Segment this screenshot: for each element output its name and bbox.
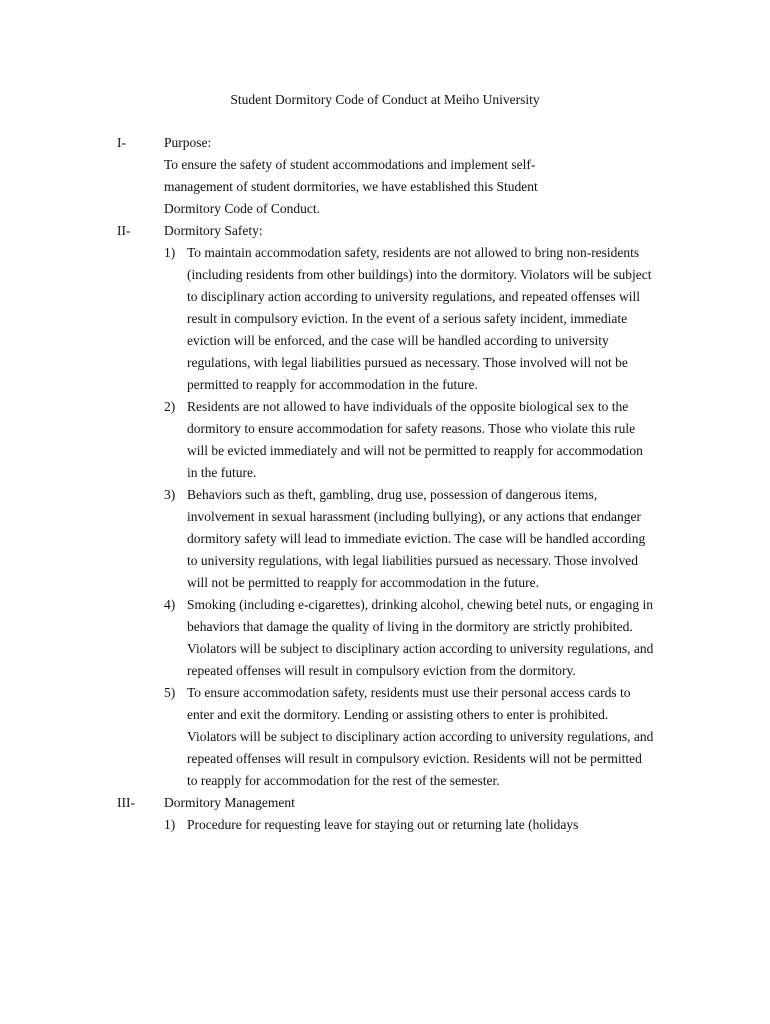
rule-list: [164, 814, 677, 836]
rule-text: Procedure for requesting leave for staying out or returning late (holidays: [187, 817, 579, 832]
rule-text: Behaviors such as theft, gambling, drug use, possession of dangerous items, involvement in sexual harassment (including bullying), or any actions that endanger dormitory safety will lead to immediate eviction. The case will be handled according to university regulations, with legal liabilities pursued as necessary. Those involved will not be permitted to reapply for accommodation in the future.: [187, 487, 646, 590]
section-heading: Purpose:: [164, 135, 212, 150]
rule-item: [164, 484, 677, 594]
section-heading: Dormitory Management: [164, 795, 295, 810]
rule-number: 1): [164, 817, 176, 832]
section-number: I-: [117, 135, 126, 150]
document-title: Student Dormitory Code of Conduct at Meiho University: [230, 92, 540, 107]
section-text: To ensure the safety of student accommodations and implement self-management of student dormitories, we have established this Student Dormitory Code of Conduct.: [164, 157, 538, 216]
rule-text: Residents are not allowed to have individuals of the opposite biological sex to the dormitory to ensure accommodation for safety reasons. Those who violate this rule will be evicted immediately and will not be permitted to reapply for accommodation in the future.: [187, 399, 643, 480]
rule-text: To maintain accommodation safety, residents are not allowed to bring non-residents (including residents from other buildings) into the dormitory. Violators will be subject to disciplinary action according to university regulations, and repeated offenses will result in compulsory eviction. In the event of a serious safety incident, immediate eviction will be enforced, and the case will be handled according to university regulations, with legal liabilities pursued as necessary. Those involved will not be permitted to reapply for accommodation in the future.: [187, 245, 652, 392]
section-dormitory-management: [117, 792, 677, 836]
rule-item: [164, 594, 677, 682]
rule-number: 3): [164, 487, 176, 502]
section-number: II-: [117, 223, 131, 238]
rule-item: [164, 396, 677, 484]
rule-item: [164, 682, 677, 792]
rule-item: [164, 242, 677, 396]
section-dormitory-safety: [117, 220, 677, 792]
rule-number: 5): [164, 685, 176, 700]
rule-number: 4): [164, 597, 176, 612]
rule-item: [164, 814, 677, 836]
rule-list: [164, 242, 677, 792]
rule-text: To ensure accommodation safety, residents must use their personal access cards to enter and exit the dormitory. Lending or assisting others to enter is prohibited. Violators will be subject to disciplinary action according to university regulations, and repeated offenses will result in compulsory eviction. Residents will not be permitted to reapply for accommodation for the rest of the semester.: [187, 685, 654, 788]
rule-text: Smoking (including e-cigarettes), drinking alcohol, chewing betel nuts, or engaging in behaviors that damage the quality of living in the dormitory are strictly prohibited. Violators will be subject to disciplinary action according to university regulations, and repeated offenses will result in compulsory eviction from the dormitory.: [187, 597, 654, 678]
rule-number: 2): [164, 399, 176, 414]
rule-number: 1): [164, 245, 176, 260]
document-body: [117, 132, 677, 836]
section-number: III-: [117, 795, 135, 810]
section-heading: Dormitory Safety:: [164, 223, 263, 238]
section-purpose: [117, 132, 677, 220]
